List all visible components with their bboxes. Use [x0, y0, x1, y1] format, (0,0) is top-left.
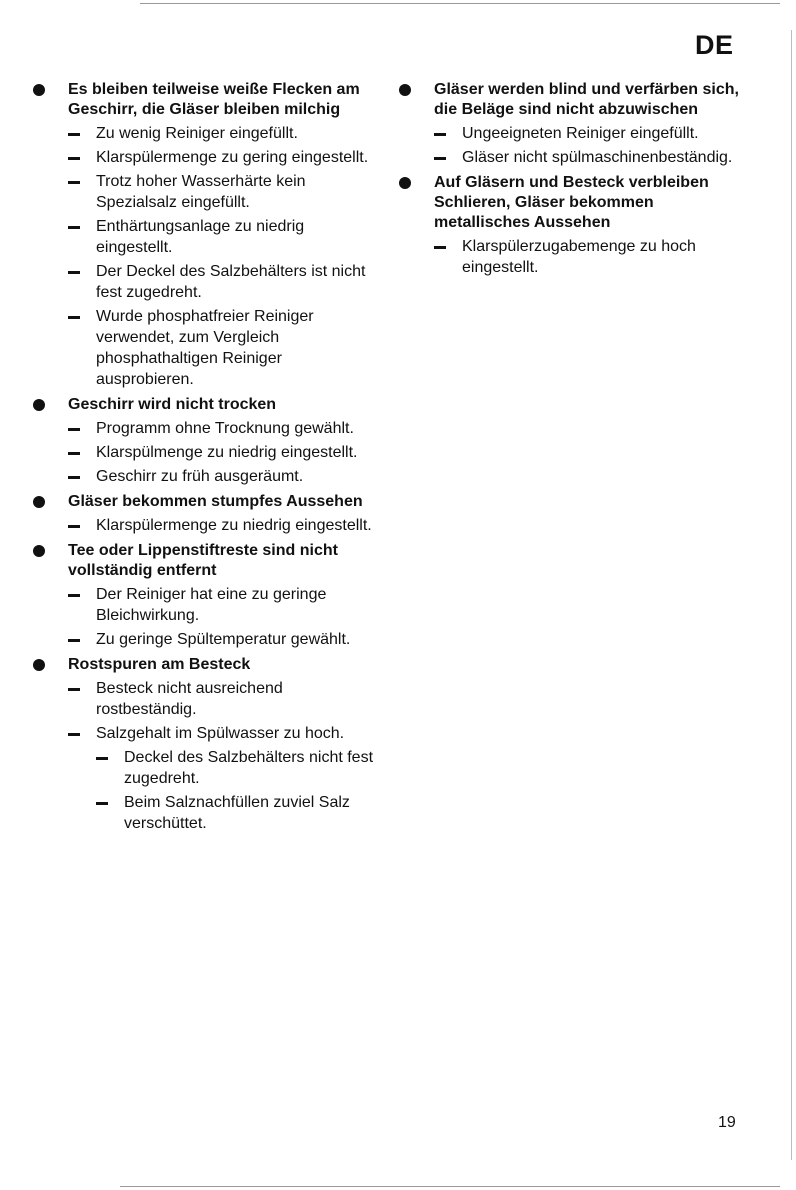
sub-list-item: Beim Salznachfüllen zuviel Salz verschüttet.	[96, 792, 375, 834]
dash-icon	[68, 271, 80, 274]
dash-icon	[434, 157, 446, 160]
dash-icon	[434, 246, 446, 249]
section-heading: Gläser werden blind und verfärben sich, die Beläge sind nicht abzuwischen	[434, 81, 739, 118]
list-item: Klarspülermenge zu gering eingestellt.	[68, 147, 375, 168]
list-item: Salzgehalt im Spülwasser zu hoch. Deckel des Salzbehälters nicht fest zugedreht. Beim Salznachfüllen zuviel Salz verschüttet.	[68, 723, 375, 834]
list-item: Gläser nicht spülmaschinenbeständig.	[434, 147, 741, 168]
dash-icon	[68, 428, 80, 431]
bullet-icon	[33, 496, 45, 508]
sub-list-item: Deckel des Salzbehälters nicht fest zugedreht.	[96, 747, 375, 789]
section-heading: Rostspuren am Besteck	[68, 656, 251, 673]
bullet-icon	[399, 177, 411, 189]
dash-icon	[68, 452, 80, 455]
dash-icon	[68, 157, 80, 160]
list-item: Trotz hoher Wasserhärte kein Spezialsalz eingefüllt.	[68, 171, 375, 213]
list-item: Der Reiniger hat eine zu geringe Bleichwirkung.	[68, 584, 375, 626]
bullet-icon	[33, 545, 45, 557]
list-item: Besteck nicht ausreichend rostbeständig.	[68, 678, 375, 720]
section-streaks	[396, 173, 741, 278]
list-item: Programm ohne Trocknung gewählt.	[68, 418, 375, 439]
list-item: Zu wenig Reiniger eingefüllt.	[68, 123, 375, 144]
dash-icon	[68, 594, 80, 597]
dash-icon	[96, 757, 108, 760]
section-blind-glasses	[396, 80, 741, 168]
section-dull-glasses	[30, 492, 375, 536]
bullet-icon	[399, 84, 411, 96]
section-heading: Geschirr wird nicht trocken	[68, 396, 277, 413]
list-item: Klarspülmenge zu niedrig eingestellt.	[68, 442, 375, 463]
section-heading: Tee oder Lippenstiftreste sind nicht vollständig entfernt	[68, 542, 338, 579]
bottom-rule	[120, 1186, 780, 1187]
dash-icon	[68, 476, 80, 479]
dash-icon	[434, 133, 446, 136]
section-rust	[30, 655, 375, 834]
dash-icon	[68, 133, 80, 136]
list-item: Zu geringe Spültemperatur gewählt.	[68, 629, 375, 650]
bullet-icon	[33, 399, 45, 411]
section-not-dry	[30, 395, 375, 487]
dash-icon	[96, 802, 108, 805]
dash-icon	[68, 688, 80, 691]
dash-icon	[68, 733, 80, 736]
right-column	[396, 80, 741, 283]
section-heading: Auf Gläsern und Besteck verbleiben Schlieren, Gläser bekommen metallisches Aussehen	[434, 174, 709, 231]
right-edge-line	[791, 30, 792, 1160]
list-item: Ungeeigneten Reiniger eingefüllt.	[434, 123, 741, 144]
section-white-spots	[30, 80, 375, 390]
list-item: Klarspülermenge zu niedrig eingestellt.	[68, 515, 375, 536]
list-item: Der Deckel des Salzbehälters ist nicht fest zugedreht.	[68, 261, 375, 303]
section-heading: Gläser bekommen stumpfes Aussehen	[68, 493, 363, 510]
language-label: DE	[695, 30, 734, 60]
list-item: Klarspülerzugabemenge zu hoch eingestellt.	[434, 236, 741, 278]
dash-icon	[68, 226, 80, 229]
dash-icon	[68, 181, 80, 184]
list-item: Wurde phosphatfreier Reiniger verwendet, zum Vergleich phosphathaltigen Reiniger ausprobieren.	[68, 306, 375, 390]
bullet-icon	[33, 84, 45, 96]
dash-icon	[68, 639, 80, 642]
bullet-icon	[33, 659, 45, 671]
section-tea-lipstick	[30, 541, 375, 650]
sub-list	[96, 747, 375, 834]
top-rule	[140, 3, 780, 4]
left-column	[30, 80, 375, 839]
section-heading: Es bleiben teilweise weiße Flecken am Geschirr, die Gläser bleiben milchig	[68, 81, 360, 118]
dash-icon	[68, 525, 80, 528]
page-number: 19	[718, 1114, 736, 1131]
dash-icon	[68, 316, 80, 319]
list-item: Enthärtungsanlage zu niedrig eingestellt.	[68, 216, 375, 258]
list-item: Geschirr zu früh ausgeräumt.	[68, 466, 375, 487]
